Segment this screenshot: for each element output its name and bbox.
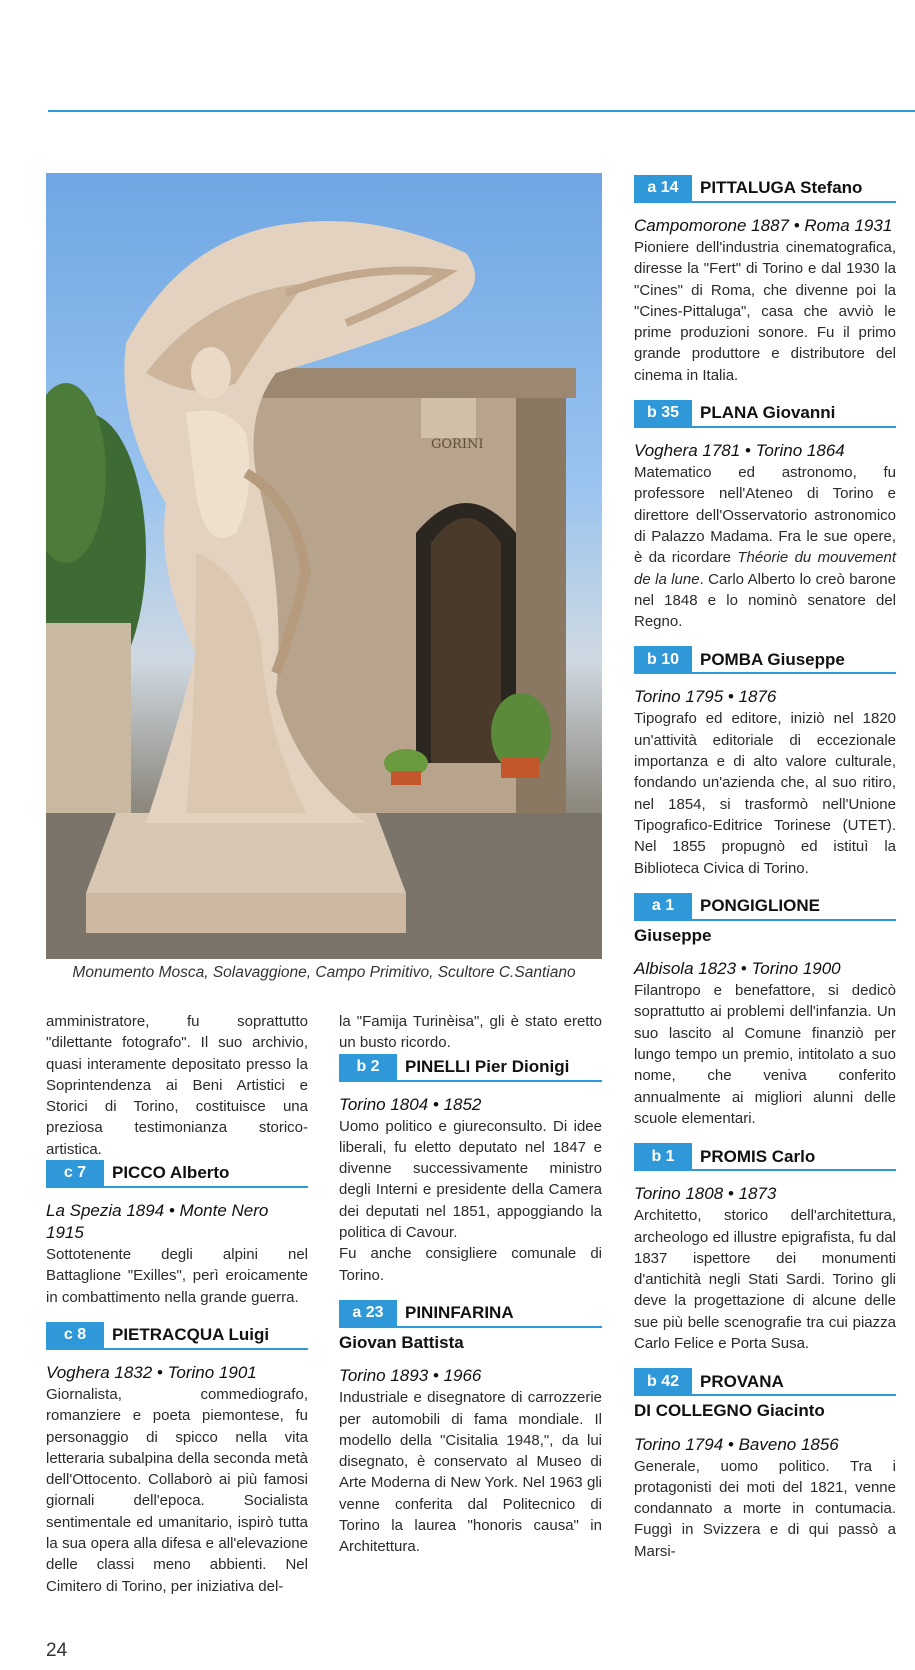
column-right <box>634 175 896 1576</box>
entry-text-part: . Carlo Alberto lo creò barone nel 1848 e lo nominò senatore del Regno. <box>634 570 896 631</box>
grave-code-badge: b 35 <box>634 400 692 426</box>
entry-dates: Campomorone 1887 • Roma 1931 <box>634 216 893 235</box>
monument-illustration <box>46 173 602 959</box>
entry-text: Uomo politico e giureconsulto. Di idee liberali, fu eletto deputato nel 1847 e divenne successivamente ministro degli Interni e presidente della Camera dei deputati nel 1851, appoggiando la politica di Cavour. <box>339 1117 602 1242</box>
entry-text-part: Matematico ed astronomo, fu professore nell'Ateneo di Torino e direttore dell'Osservatorio astronomico di Palazzo Madama. Fra le sue opere, è da ricordare <box>634 464 896 567</box>
entry-header <box>634 1143 896 1171</box>
entry-header <box>339 1300 602 1328</box>
entry-dates: La Spezia 1894 • Monte Nero 1915 <box>46 1201 269 1243</box>
entry-name: PINELLI Pier Dionigi <box>405 1056 570 1076</box>
photo-caption: Monumento Mosca, Solavaggione, Campo Primitivo, Scultore C.Santiano <box>72 964 576 981</box>
entry-name: PITTALUGA Stefano <box>700 178 863 198</box>
entry-picco <box>46 1160 308 1308</box>
entry-text: Filantropo e benefattore, si dedicò soprattutto ai problemi dell'infanzia. Un suo lascito al Comune finanziò per lungo tempo un premio, intitolato a suo nome, che veniva conferito annualmente ai migliori alunni delle scuole elementari. <box>634 982 896 1127</box>
tomb-inscription: GORINI <box>431 437 484 452</box>
entry-header <box>634 175 896 203</box>
entry-text: Pioniere dell'industria cinematografica, diresse la "Fert" di Torino e dal 1930 la "Cines" di Roma, che divenne poi la "Cines-Pittaluga", casa che avviò le prime produzioni sonore. Fu il primo grande produttore e distributore del cinema in Italia. <box>634 239 896 384</box>
entry-name: PROMIS Carlo <box>700 1146 816 1166</box>
entry-name: PROVANA <box>700 1371 784 1391</box>
entry-name: PIETRACQUA Luigi <box>112 1325 270 1345</box>
entry-pomba <box>634 646 896 878</box>
entry-text: Industriale e disegnatore di carrozzerie per automobili di fama mondiale. Il modello della "Cisitalia 1948,", da lui disegnato, è conservato al Museo di Arte Moderna di New York. Nel 1963 gli venne conferita dal Politecnico di Torino la laurea "honoris causa" in Architettura. <box>339 1389 602 1556</box>
entry-dates: Voghera 1781 • Torino 1864 <box>634 441 845 461</box>
continued-text: la "Famija Turinèisa", gli è stato eretto un busto ricordo. <box>339 1013 602 1052</box>
entry-dates: Albisola 1823 • Torino 1900 <box>634 959 841 979</box>
page-number: 24 <box>46 1640 68 1661</box>
entry-header <box>46 1322 308 1350</box>
entry-header <box>634 1368 896 1396</box>
grave-code-badge: c 7 <box>46 1160 104 1186</box>
work-title: Théorie du mouvement de la lune <box>634 549 897 588</box>
entry-name: PLANA Giovanni <box>700 403 836 423</box>
entry-text: Tipografo ed editore, iniziò nel 1820 un'attività editoriale di eccezionale importanza e di alto valore culturale, fondando un'azienda che, al suo ritiro, nel 1854, si trasformò nell'Unione Tipografico-Editrice Torinese (UTET). Nel 1855 propugnò ed istituì la Biblioteca Civica di Torino. <box>634 710 896 877</box>
entry-plana <box>634 400 896 632</box>
entry-pittaluga <box>634 175 896 386</box>
entry-name: PICCO Alberto <box>112 1163 230 1183</box>
entry-dates: Voghera 1832 • Torino 1901 <box>46 1362 257 1382</box>
entry-header <box>46 1160 308 1188</box>
entry-header <box>339 1054 602 1082</box>
entry-pininfarina <box>339 1300 602 1558</box>
grave-code-badge: b 42 <box>634 1368 692 1394</box>
grave-code-badge: a 1 <box>634 893 692 919</box>
entry-promis <box>634 1143 896 1354</box>
grave-code-badge: b 2 <box>339 1054 397 1080</box>
grave-code-badge: b 1 <box>634 1143 692 1169</box>
entry-dates: Torino 1893 • 1966 <box>339 1366 482 1386</box>
top-rule <box>48 110 915 112</box>
continued-text: amministratore, fu soprattutto "dilettante fotografo". Il suo archivio, quasi interamente depositato presso la Soprintendenza ai Beni Artistici e Storici di Torino, costituisce una preziosa testimonianza storico-artistica. <box>46 1013 308 1158</box>
entry-text <box>634 462 896 632</box>
grave-code-badge: a 14 <box>634 175 692 201</box>
monument-photo <box>46 173 602 959</box>
column-middle <box>339 1011 602 1572</box>
entry-name: PININFARINA <box>405 1303 514 1323</box>
entry-pongiglione <box>634 893 896 1129</box>
column-left <box>46 1011 308 1611</box>
entry-name-continued: Giovan Battista <box>339 1332 464 1352</box>
entry-name: POMBA Giuseppe <box>700 649 845 669</box>
entry-name-continued: Giuseppe <box>634 925 712 945</box>
entry-name: PONGIGLIONE <box>700 896 820 916</box>
entry-pinelli <box>339 1054 602 1286</box>
entry-header <box>634 400 896 428</box>
grave-code-badge: b 10 <box>634 646 692 672</box>
entry-dates: Torino 1795 • 1876 <box>634 687 777 707</box>
grave-code-badge: c 8 <box>46 1322 104 1348</box>
entry-header <box>634 893 896 921</box>
entry-text: Sottotenente degli alpini nel Battaglione "Exilles", perì eroicamente in combattimento nella grande guerra. <box>46 1246 308 1306</box>
entry-dates: Torino 1804 • 1852 <box>339 1094 482 1114</box>
entry-header <box>634 646 896 674</box>
entry-text: Architetto, storico dell'architettura, archeologo ed illustre epigrafista, fu dal 1837 ispettore dei monumenti d'antichità negli Stati Sardi. Torino gli deve la progettazione di alcune delle sue più belle scenografie tra cui piazza Carlo Felice e Porta Susa. <box>634 1207 896 1352</box>
grave-code-badge: a 23 <box>339 1300 397 1326</box>
entry-pietracqua <box>46 1322 308 1597</box>
entry-text-extra: Fu anche consigliere comunale di Torino. <box>339 1245 602 1284</box>
entry-dates: Torino 1794 • Baveno 1856 <box>634 1434 839 1454</box>
entry-name-continued: DI COLLEGNO Giacinto <box>634 1401 825 1421</box>
entry-text: Giornalista, commediografo, romanziere e poeta piemontese, fu personaggio di spicco nella vita letteraria subalpina della seconda metà dell'Ottocento. Collaborò ai più famosi giornali dell'epoca. Socialista sentimentale ed umanitario, ispirò tutta la sua opera alla difesa e all'elevazione delle classi meno abbienti. Nel Cimitero di Torino, per iniziativa del- <box>46 1385 308 1595</box>
entry-text: Generale, uomo politico. Tra i protagonisti dei moti del 1821, venne condannato a morte in contumacia. Fuggì in Svizzera e di qui passò a Marsi- <box>634 1457 896 1560</box>
entry-provana <box>634 1368 896 1562</box>
entry-dates: Torino 1808 • 1873 <box>634 1184 777 1204</box>
